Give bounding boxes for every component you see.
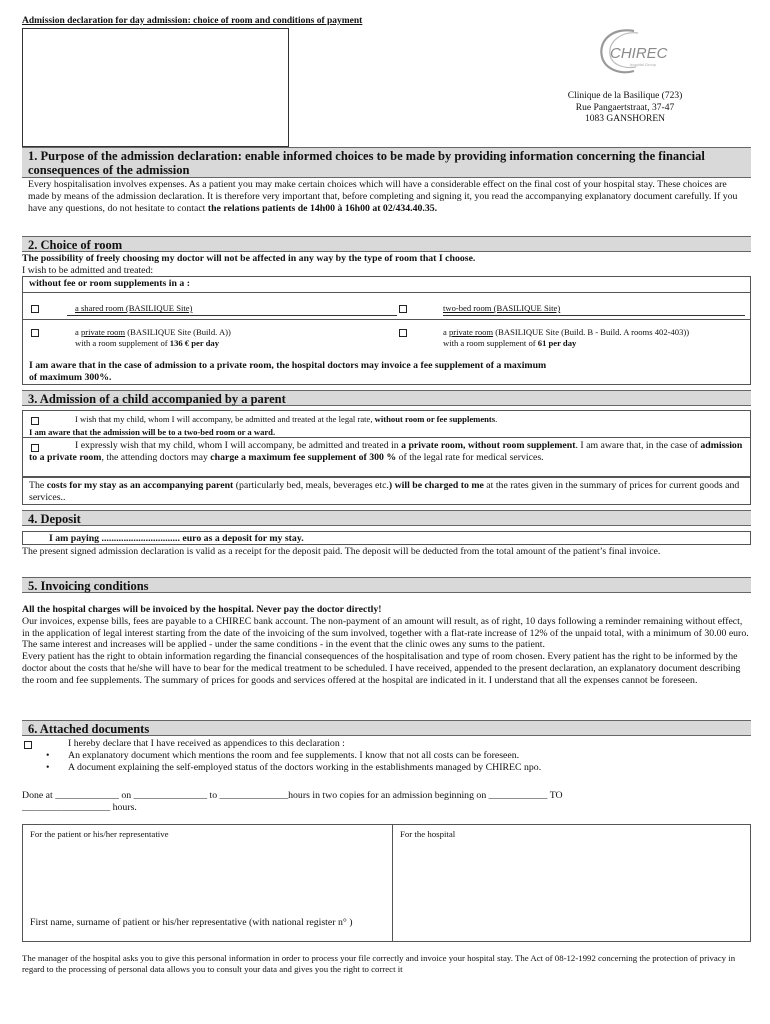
room-choice-box [22,276,751,385]
private-room-b-checkbox[interactable] [399,329,407,337]
deposit-amount-line[interactable]: I am paying ................................ euro as a deposit for my stay. [49,533,304,544]
attached-docs-checkbox[interactable] [24,741,32,749]
child-option-1-checkbox[interactable] [31,417,39,425]
patient-label-box [22,28,289,147]
attached-documents: I hereby declare that I have received as appendices to this declaration : • An explanatory document which mentions the room and fee supplements. I know that not all costs can be foreseen. • A document explaining the self-employed status of the doctors working in the establishments managed by CHIREC npo. [22,738,750,773]
deposit-box [22,531,751,545]
option-shared-room[interactable]: a shared room (BASILIQUE Site) [31,305,39,316]
clinic-street: Rue Pangaertstraat, 37-47 [575,102,675,113]
section-1-heading: 1. Purpose of the admission declaration: enable informed choices to be made by providing information concerning the financial consequences of the admission [22,147,751,178]
section-4-heading: 4. Deposit [22,510,751,526]
child-option-2[interactable]: I expressly wish that my child, whom I will accompany, be admitted and treated in a private room, without room supplement. I am aware that, in the case of admission to a private room, the attending doctors may charge a maximum fee supplement of 300 % of the legal rate for medical services. [22,437,751,477]
clinic-address [520,91,730,126]
logo-wordmark: CHIREC [610,45,668,62]
attached-doc-item: • An explanatory document which mentions the room and fee supplements. I know that not all costs can be foreseen. [22,750,750,762]
option-twobed-room[interactable]: two-bed room (BASILIQUE Site) [399,305,407,316]
private-room-fee-warning: I am aware that in the case of admission to a private room, the hospital doctors may invoice a fee supplement of a maximum of maximum 300%. [29,360,547,383]
patient-name-label: First name, surname of patient or his/her representative (with national register n° ) [30,917,353,928]
child-option-1[interactable]: I wish that my child, whom I will accompany, be admitted and treated at the legal rate, without room or fee supplements. I am aware that the admission will be to a two-bed room or a ward. [22,410,751,438]
option-private-room-b[interactable]: a private room (BASILIQUE Site (Build. B - Build. A rooms 402-403)) with a room supplement of 61 per day [399,327,749,348]
section-2-intro: The possibility of freely choosing my doctor will not be affected in any way by the type of room that I choose. I wish to be admitted and treated: [22,253,476,276]
attached-doc-item: • A document explaining the self-employed status of the doctors working in the establishments managed by CHIREC npo. [22,762,750,774]
section-1-text: Every hospitalisation involves expenses. As a patient you may make certain choices which will have a considerable effect on the final cost of your hospital stay. These choices are made by means of the admission declaration. It is therefore very important that, before completing and signing it, you read the accompanying explanatory document carefully. If you have any questions, do not hesitate to contact the relations patients de 14h00 à 16h00 at 02/434.40.35. [28,179,738,214]
privacy-notice: The manager of the hospital asks you to give this personal information in order to process your file correctly and invoice your hospital stay. The Act of 08-12-1992 concerning the protection of privacy in regard to the processing of personal data allows you to consult your data and gives you the right to correct it [22,953,736,974]
section-3-heading: 3. Admission of a child accompanied by a parent [22,390,751,406]
hospital-signature-area[interactable]: For the hospital [400,829,456,839]
patient-signature-area[interactable]: For the patient or his/her representative First name, surname of patient or his/her representative (with national register n° ) [23,825,393,941]
section-2-heading: 2. Choice of room [22,236,751,252]
clinic-city: 1083 GANSHOREN [585,114,665,124]
chirec-logo [594,27,668,77]
shared-room-checkbox[interactable] [31,305,39,313]
option-private-room-a[interactable]: a private room (BASILIQUE Site (Build. A)) with a room supplement of 136 € per day [31,327,391,348]
section-5-heading: 5. Invoicing conditions [22,577,751,593]
document-title: Admission declaration for day admission: choice of room and conditions of payment [22,16,363,26]
private-room-a-checkbox[interactable] [31,329,39,337]
logo-subtext: hospital Group [630,62,657,67]
without-fee-label: without fee or room supplements in a : [29,278,191,289]
invoicing-text: All the hospital charges will be invoiced by the hospital. Never pay the doctor directly! Our invoices, expense bills, fees are payable to a CHIREC bank account. The non-payment of an amount will result, as of right, 10 days following a reminder remaining without effect, in the application of legal interest starting from the date of the invoicing of the sum involved, together with a flat-rate increase of 12% of the unpaid total, with a minimum of 30.00 euro. The same interest and increases will be applied - under the same conditions - in the event that the clinic owes any sums to the patient. Every patient has the right to obtain information regarding the financial consequences of the hospitalisation and type of room chosen. Every patient has the right to be informed by the doctor about the costs that he/she will have to bear for the medical treatment to be scheduled. I have received, appended to the present declaration, an explanatory document describing the room and fee supplements. The summary of prices for goods and services offered at the hospital are indicated in it. I understand that all the expenses cannot be foreseen. [22,604,749,686]
section-6-heading: 6. Attached documents [22,720,751,736]
done-at-line[interactable]: Done at _____________ on _______________ to ______________hours in two copies for an admission beginning on ____________ TO __________________ hours. [22,790,563,813]
accompanying-parent-costs: The costs for my stay as an accompanying parent (particularly bed, meals, beverages etc.) will be charged to me at the rates given in the summary of prices for current goods and services.. [22,477,751,505]
signature-table [22,824,751,942]
deposit-receipt-text: The present signed admission declaration is valid as a receipt for the deposit paid. The deposit will be deducted from the total amount of the patient’s final invoice. [22,546,661,557]
twobed-room-checkbox[interactable] [399,305,407,313]
clinic-name: Clinique de la Basilique (723) [567,91,683,101]
